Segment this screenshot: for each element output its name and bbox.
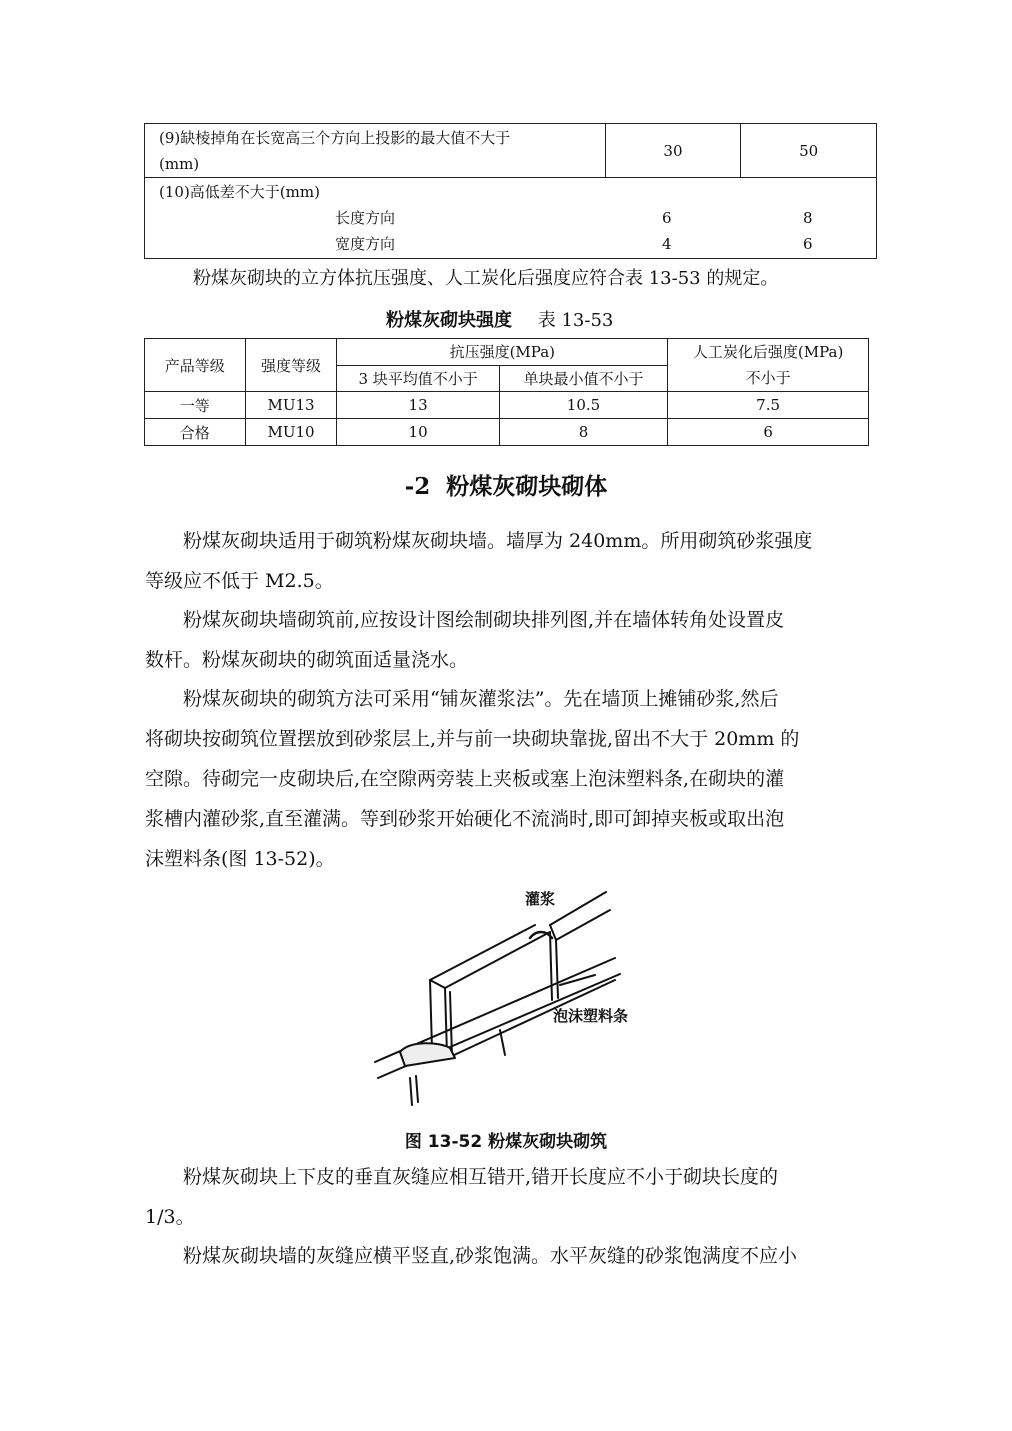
label-foam: 泡沫塑料条: [553, 1007, 629, 1025]
cell-strength: MU13: [245, 392, 337, 419]
paragraph-5: 粉煤灰砌块墙的灰缝应横平竖直,砂浆饱满。水平灰缝的砂浆饱满度不应小: [183, 1245, 798, 1267]
table-caption-title: 粉煤灰砌块强度: [386, 310, 512, 331]
masonry-figure: [370, 880, 650, 1115]
table-row: [145, 419, 869, 446]
cell-carbon: 7.5: [668, 392, 869, 419]
row9-label: (9)缺棱掉角在长宽高三个方向上投影的最大值不大于 (mm): [145, 124, 606, 178]
header-avg-min: 3 块平均值不小于: [337, 365, 499, 392]
paragraph-2: 粉煤灰砌块墙砌筑前,应按设计图绘制砌块排列图,并在墙体转角处设置皮 数杆。粉煤灰砌块的砌筑面适量浇水。: [145, 609, 785, 671]
row10-sub1-grade1: 6: [662, 209, 672, 227]
row9-grade1: 30: [605, 124, 741, 178]
row10-sub1-grade2: 8: [803, 209, 813, 227]
row10-sub2-label: 宽度方向: [335, 235, 396, 253]
header-strength-grade: 强度等级: [245, 339, 337, 392]
header-product-grade: 产品等级: [145, 339, 246, 392]
section-heading: -2 粉煤灰砌块砌体: [404, 473, 608, 500]
cell-single: 8: [499, 419, 667, 446]
paragraph-3: 粉煤灰砌块的砌筑方法可采用“铺灰灌浆法”。先在墙顶上摊铺砂浆,然后 将砌块按砌筑位置摆放到砂浆层上,并与前一块砌块靠拢,留出不大于 20mm 的 空隙。待砌完一皮砌块后,在空隙两旁装上夹板或塞上泡沫塑料条,在砌块的灌 浆槽内灌砂浆,直至灌满。等到砂浆开始硬化不流淌时,即可卸掉夹板或取出泡 沫塑料条(图 13-52)。: [145, 688, 800, 870]
strength-table: [144, 338, 869, 446]
row10-sub2-grade2: 6: [803, 235, 813, 253]
cell-avg: 10: [337, 419, 499, 446]
paragraph-1: 粉煤灰砌块适用于砌筑粉煤灰砌块墙。墙厚为 240mm。所用砌筑砂浆强度 等级应不低于 M2.5。: [145, 530, 813, 592]
table-row: [145, 392, 869, 419]
header-carbon: 人工炭化后强度(MPa) 不小于: [668, 339, 869, 392]
top-table: [144, 123, 877, 259]
paragraph-4: 粉煤灰砌块上下皮的垂直灰缝应相互错开,错开长度应不小于砌块长度的 1/3。: [145, 1166, 779, 1228]
row10-cell: [145, 178, 877, 259]
intro-text: 粉煤灰砌块的立方体抗压强度、人工炭化后强度应符合表 13-53 的规定。: [193, 268, 779, 289]
cell-single: 10.5: [499, 392, 667, 419]
row9-grade2: 50: [741, 124, 877, 178]
cell-avg: 13: [337, 392, 499, 419]
cell-grade: 一等: [145, 392, 246, 419]
cell-carbon: 6: [668, 419, 869, 446]
header-compressive: 抗压强度(MPa): [337, 339, 668, 366]
figure-caption: 图 13-52 粉煤灰砌块砌筑: [404, 1132, 608, 1152]
label-grout: 灌浆: [525, 890, 556, 908]
row10-label: (10)高低差不大于(mm): [159, 183, 320, 201]
row10-sub2-grade1: 4: [662, 235, 672, 253]
row10-sub1-label: 长度方向: [335, 209, 396, 227]
header-single-min: 单块最小值不小于: [499, 365, 667, 392]
cell-grade: 合格: [145, 419, 246, 446]
cell-strength: MU10: [245, 419, 337, 446]
table-caption: [386, 306, 613, 332]
table-caption-number: 表 13-53: [537, 310, 614, 331]
